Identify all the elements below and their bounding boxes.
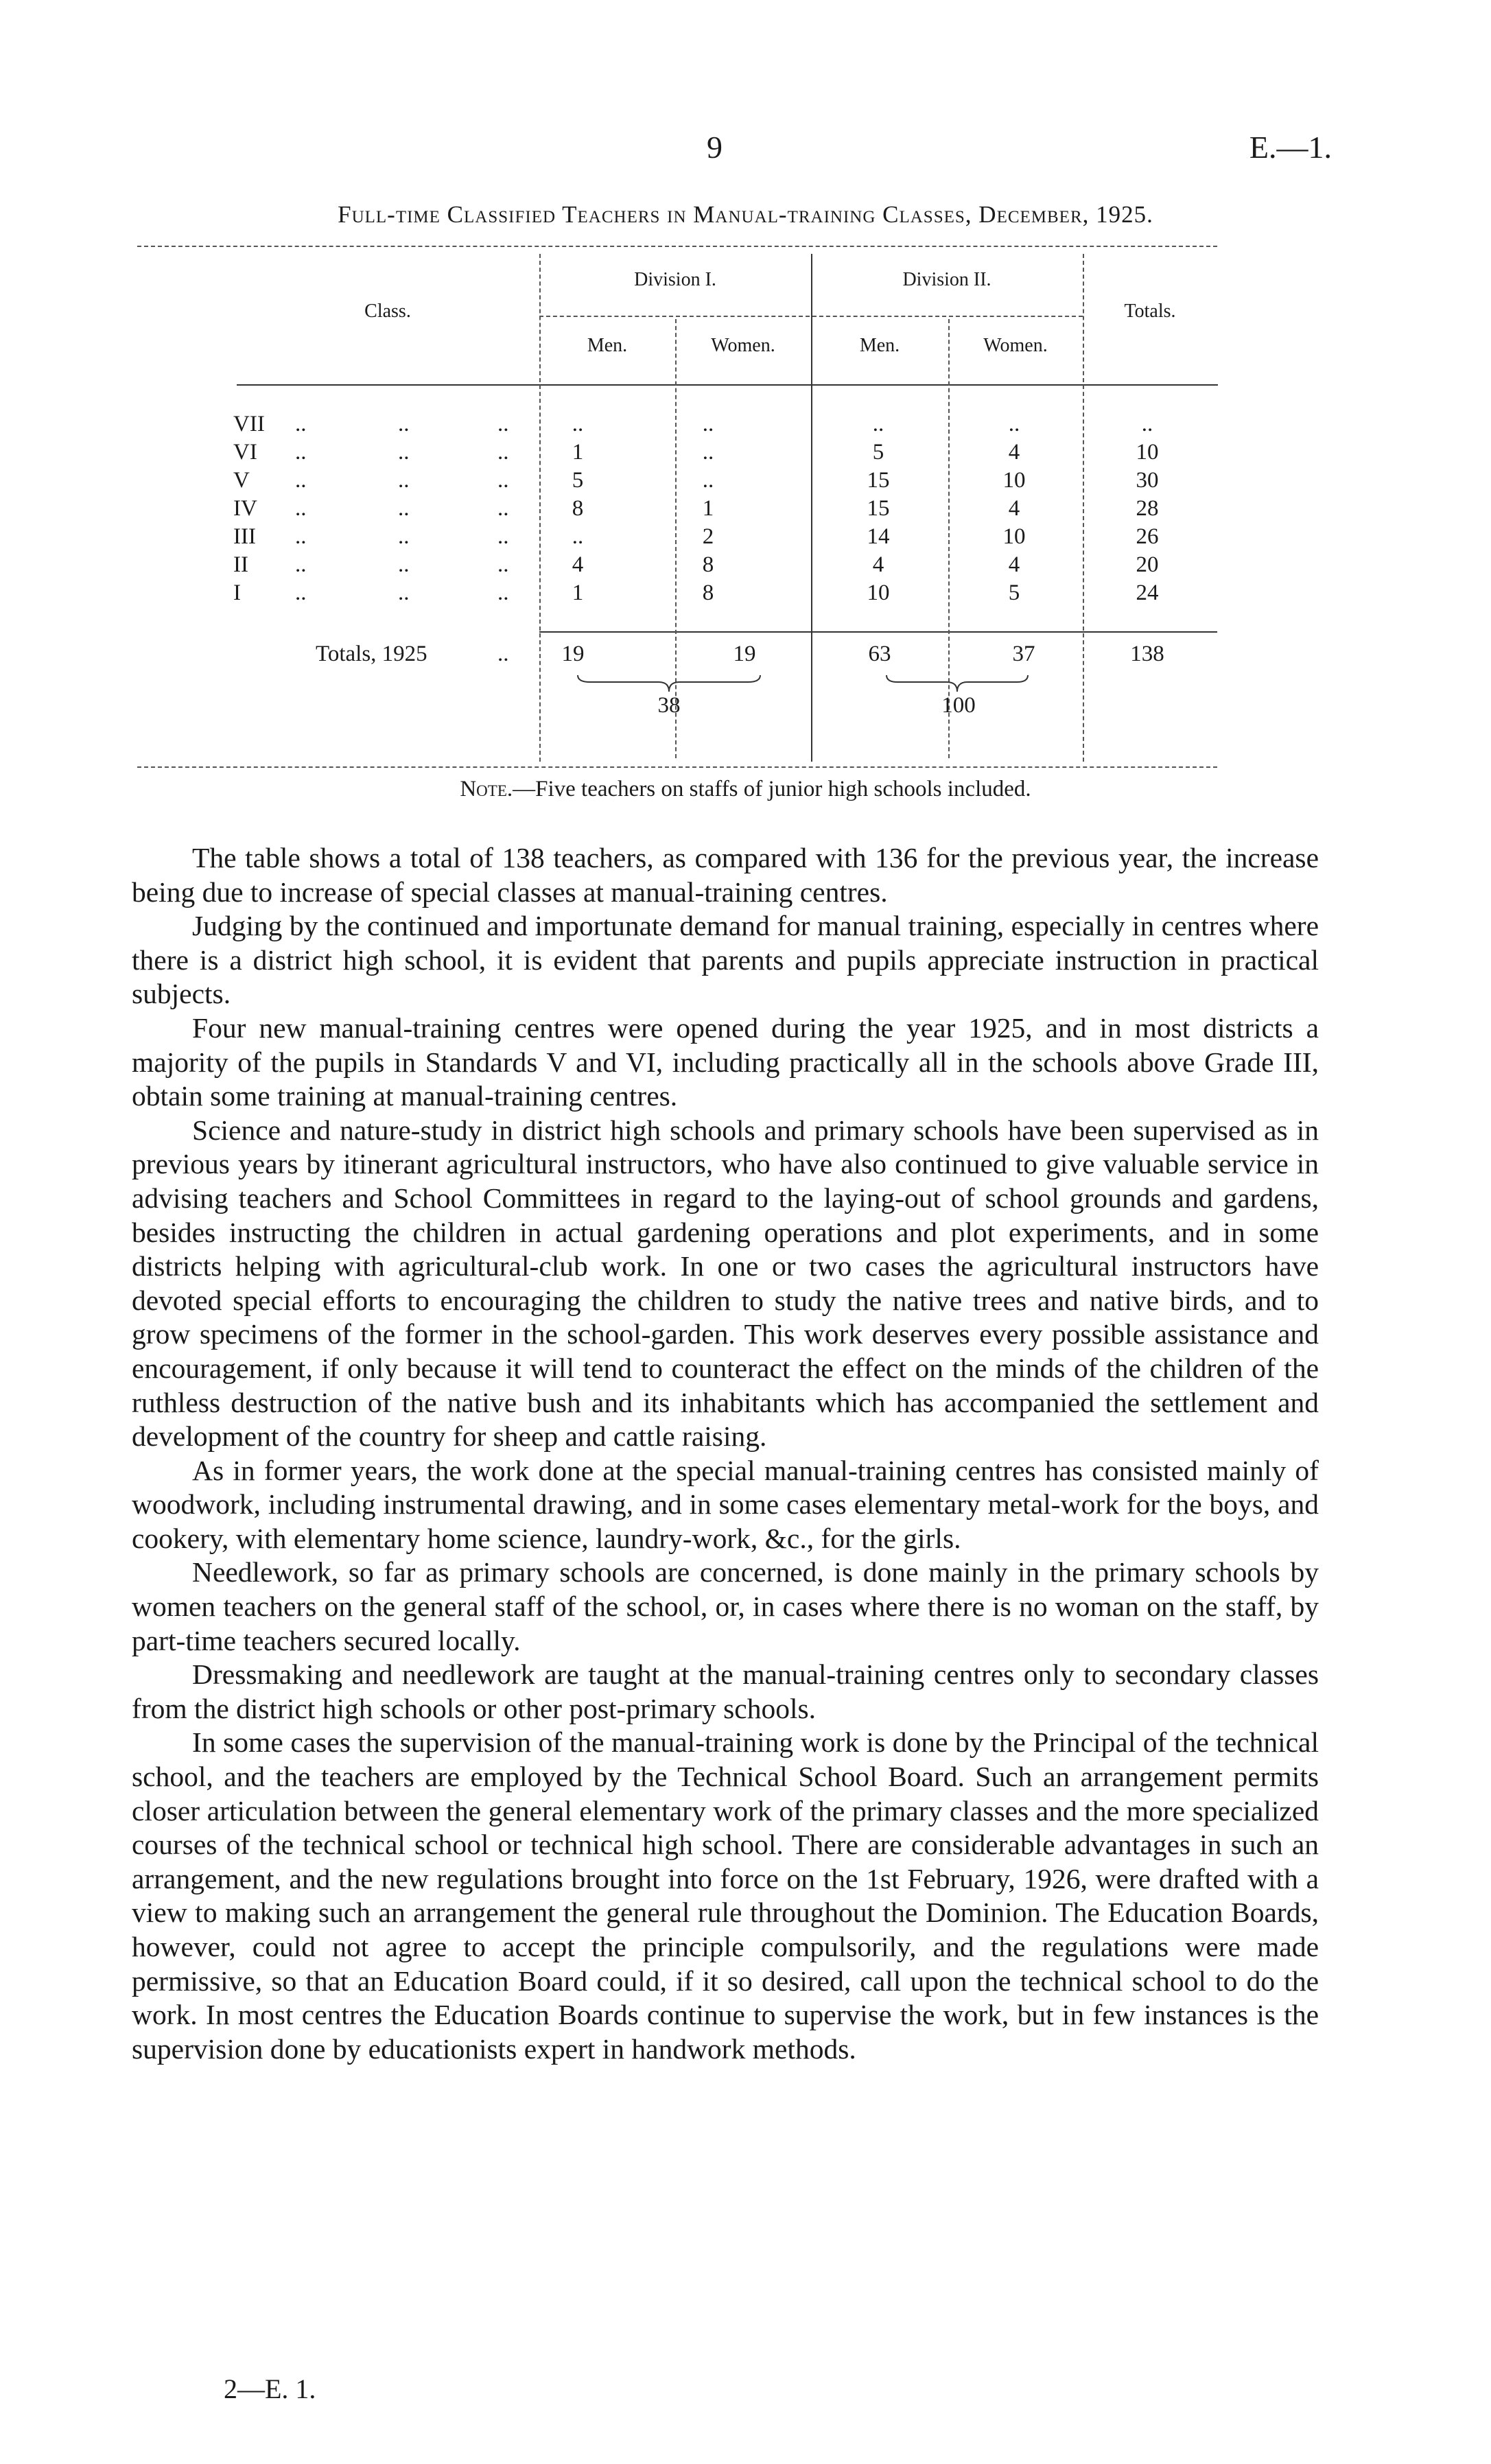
table-row-label: I .. .. .. [233,580,509,605]
paragraph: Judging by the continued and importunate demand for manual training, especially in centres where there is a district high school, it is evident that parents and pupils appreciate instruction in practical subjects. [132,910,1319,1010]
page-number: 9 [707,130,723,165]
table-cell: 10 [1002,524,1026,549]
table-row-label: IV .. .. .. [233,496,509,521]
table-cell: 14 [867,524,890,549]
totals-d1-men: 19 [561,642,585,666]
header-class: Class. [364,301,411,322]
table-cell: .. [702,412,714,436]
totals-d2-men: 63 [868,642,891,666]
paragraph: Dressmaking and needlework are taught at the manual-training centres only to secondary classes from the district high schools or other post-primary schools. [132,1658,1319,1724]
table-cell: 10 [867,580,890,605]
table-cell: .. [1141,412,1153,436]
footer-signature: 2—E. 1. [224,2373,316,2404]
header-d1-men: Men. [587,335,628,356]
table-cell: .. [702,468,714,493]
header-division-1: Division I. [634,269,716,290]
table-cell: 15 [867,468,890,493]
totals-grand: 138 [1130,642,1164,666]
totals-d1-combined: 38 [657,693,681,718]
table-cell: 20 [1136,552,1159,577]
table-cell: 4 [1008,440,1020,465]
paragraph: The table shows a total of 138 teachers, as compared with 136 for the previous year, the increase being due to increase of special classes at manual-training centres. [132,842,1319,908]
table-title: Full-time Classified Teachers in Manual-training Classes, December, 1925. [338,201,1153,228]
table-row-label: VII .. .. .. [233,412,509,436]
table-cell: 1 [572,580,584,605]
header-d2-women: Women. [983,335,1048,356]
table-note: Note.—Five teachers on staffs of junior high schools included. [460,777,1031,801]
table-cell: 1 [702,496,714,521]
table-row-label: V .. .. .. [233,468,509,493]
table-cell: 10 [1136,440,1159,465]
header-d1-women: Women. [711,335,775,356]
table-row-label: VI .. .. .. [233,440,509,465]
totals-d2-women: 37 [1012,642,1035,666]
table-cell: 4 [872,552,884,577]
totals-d2-combined: 100 [941,693,976,718]
table-cell: 5 [1008,580,1020,605]
table-row-label: III .. .. .. [233,524,509,549]
table-cell: .. [572,524,584,549]
paragraph: Four new manual-training centres were opened during the year 1925, and in most districts a majority of the pupils in Standards V and VI, including practically all in the schools above Grade III, obtain some training at manual-training centres. [132,1011,1319,1112]
paragraph: Needlework, so far as primary schools are concerned, is done mainly in the primary schools by women teachers on the general staff of the school, or, in cases where there is no woman on the staff, by part-time teachers secured locally. [132,1556,1319,1656]
table-cell: 1 [572,440,584,465]
header-totals: Totals. [1124,301,1176,322]
table-cell: 8 [572,496,584,521]
paragraph: Science and nature-study in district high schools and primary schools have been supervised as in previous years by itinerant agricultural instructors, who have also continued to give valuable service in advising teachers and School Committees in regard to the laying-out of school grounds and gardens, besides instructing the children in actual gardening operations and plot experiments, and in some districts helping with agricultural-club work. In one or two cases the agricultural instructors have devoted special efforts to encouraging the children to study the native trees and native birds, and to grow specimens of the former in the school-garden. This work deserves every possible assistance and encouragement, if only because it will tend to counteract the effect on the minds of the children of the ruthless destruction of the native bush and its inhabitants which has accompanied the settlement and development of the country for sheep and cattle raising. [132,1114,1319,1453]
header-d2-men: Men. [859,335,900,356]
table-cell: .. [572,412,584,436]
table-cell: 4 [1008,496,1020,521]
header-division-2: Division II. [902,269,991,290]
table-cell: 24 [1136,580,1159,605]
paragraph: As in former years, the work done at the special manual-training centres has consisted mainly of woodwork, including instrumental drawing, and in some cases elementary metal-work for the boys, and cookery, with elementary home science, laundry-work, &c., for the girls. [132,1454,1319,1554]
totals-d1-women: 19 [733,642,756,666]
table-cell: 5 [872,440,884,465]
table-cell: .. [702,440,714,465]
paragraph: In some cases the supervision of the manual-training work is done by the Principal of the technical school, and the teachers are employed by the Technical School Board. Such an arrangement permits closer articulation between the general elementary work of the primary classes and the more specialized courses of the technical school or technical high school. There are considerable advantages in such an arrangement, and the new regulations brought into force on the 1st February, 1926, were drafted with a view to making such an arrangement the general rule throughout the Dominion. The Education Boards, however, could not agree to accept the principle compulsorily, and the regulations were made permissive, so that an Education Board could, if it so desired, call upon the technical school to do the work. In most centres the Education Boards continue to supervise the work, but in few instances is the supervision done by educationists expert in handwork methods. [132,1726,1319,2065]
body-text [132,841,1319,2066]
table-cell: .. [1008,412,1020,436]
table-row-label: II .. .. .. [233,552,509,577]
table-cell: 15 [867,496,890,521]
table-cell: 2 [702,524,714,549]
brace-division-2 [885,674,1029,694]
document-reference: E.—1. [1249,130,1332,165]
totals-row-label: Totals, 1925 .. [316,642,509,666]
table-cell: 8 [702,552,714,577]
table-cell: 4 [572,552,584,577]
table-cell: 10 [1002,468,1026,493]
table-cell: 5 [572,468,584,493]
table-cell: 8 [702,580,714,605]
table-cell: 26 [1136,524,1159,549]
brace-division-1 [576,674,762,694]
table-cell: .. [872,412,884,436]
table-cell: 4 [1008,552,1020,577]
table-cell: 30 [1136,468,1159,493]
table-cell: 28 [1136,496,1159,521]
